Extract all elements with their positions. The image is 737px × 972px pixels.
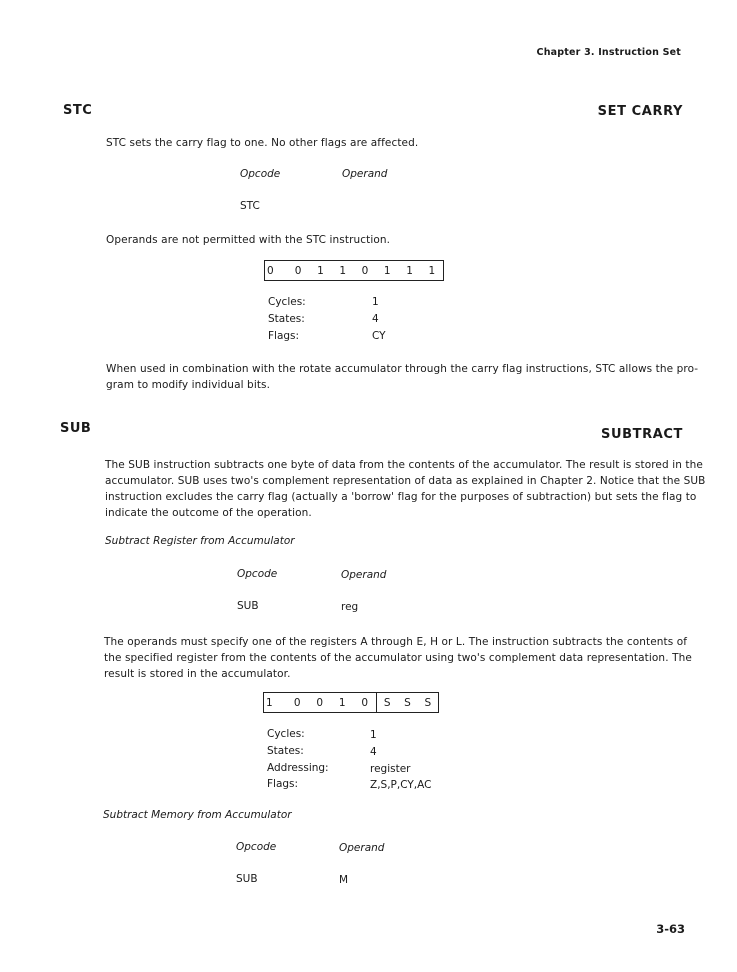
stc-states-label: States: (268, 313, 305, 325)
page-number: 3-63 (656, 922, 685, 936)
stc-note-line-1: When used in combination with the rotate accumulator through the carry flag instructions, STC allows the pro- (106, 363, 699, 375)
sub-title: SUBTRACT (601, 427, 683, 442)
sub-reg-operand-label: Operand (341, 569, 387, 581)
sub-reg-heading: Subtract Register from Accumulator (105, 535, 295, 547)
sub-cycles-label: Cycles: (267, 728, 305, 740)
sub-reg-desc-line-3: result is stored in the accumulator. (104, 668, 291, 680)
stc-flags-value: CY (372, 330, 386, 342)
bit: 0 (361, 696, 369, 709)
sub-states-label: States: (267, 745, 304, 757)
stc-description: STC sets the carry flag to one. No other flags are affected. (106, 137, 419, 149)
bit: 1 (339, 264, 347, 277)
stc-operand-note: Operands are not permitted with the STC instruction. (106, 234, 391, 246)
stc-cycles-value: 1 (372, 296, 379, 308)
sub-desc-line-4: indicate the outcome of the operation. (105, 507, 312, 519)
stc-mnemonic: STC (63, 103, 93, 118)
sub-addressing-value: register (370, 763, 411, 775)
sub-reg-opcode-label: Opcode (237, 568, 278, 580)
sub-mem-operand-label: Operand (339, 842, 385, 854)
sub-reg-desc-line-2: the specified register from the contents of the accumulator using two's complement data representation. The (104, 652, 692, 664)
stc-bit-pattern (264, 260, 444, 281)
stc-flags-label: Flags: (268, 330, 300, 342)
bit: S (404, 696, 411, 709)
sub-mem-opcode-label: Opcode (236, 841, 277, 853)
chapter-header: Chapter 3. Instruction Set (536, 47, 681, 58)
bit: 1 (406, 264, 413, 277)
sub-mem-operand: M (339, 874, 349, 886)
sub-states-value: 4 (370, 746, 377, 758)
sub-reg-desc-line-1: The operands must specify one of the registers A through E, H or L. The instruction subtracts the contents of (104, 636, 688, 648)
bit: 1 (428, 264, 436, 277)
stc-opcode: STC (240, 200, 260, 212)
bit: S (383, 696, 391, 709)
sub-cycles-value: 1 (370, 729, 377, 741)
bit: 0 (316, 696, 324, 709)
bit: 0 (267, 264, 274, 277)
stc-note-line-2: gram to modify individual bits. (106, 379, 271, 391)
sub-mnemonic: SUB (60, 421, 92, 436)
sub-desc-line-2: accumulator. SUB uses two's complement representation of data as explained in Chapter 2. Notice that the SUB (105, 475, 706, 487)
bit: S (424, 696, 432, 709)
stc-title: SET CARRY (597, 104, 683, 119)
bit: 0 (294, 264, 302, 277)
bit: 1 (383, 264, 391, 277)
bit: 1 (266, 696, 273, 709)
bit: 1 (317, 264, 324, 277)
sub-addressing-label: Addressing: (267, 762, 329, 774)
sub-flags-label: Flags: (267, 778, 299, 790)
sub-mem-heading: Subtract Memory from Accumulator (103, 809, 292, 821)
sub-reg-bit-pattern (263, 692, 439, 713)
bit: 0 (361, 264, 369, 277)
stc-opcode-label: Opcode (240, 168, 281, 180)
stc-operand-label: Operand (342, 168, 388, 180)
stc-states-value: 4 (372, 313, 379, 325)
sub-desc-line-3: instruction excludes the carry flag (actually a 'borrow' flag for the purposes of subtraction) but sets the flag to (105, 491, 697, 503)
bit: 0 (293, 696, 301, 709)
stc-cycles-label: Cycles: (268, 296, 306, 308)
sub-mem-opcode: SUB (236, 873, 258, 885)
sub-desc-line-1: The SUB instruction subtracts one byte of data from the contents of the accumulator. The result is stored in the (105, 459, 703, 471)
sub-reg-opcode: SUB (237, 600, 259, 612)
sub-reg-operand: reg (341, 601, 359, 613)
bit: 1 (338, 696, 346, 709)
sub-flags-value: Z,S,P,CY,AC (370, 779, 432, 791)
